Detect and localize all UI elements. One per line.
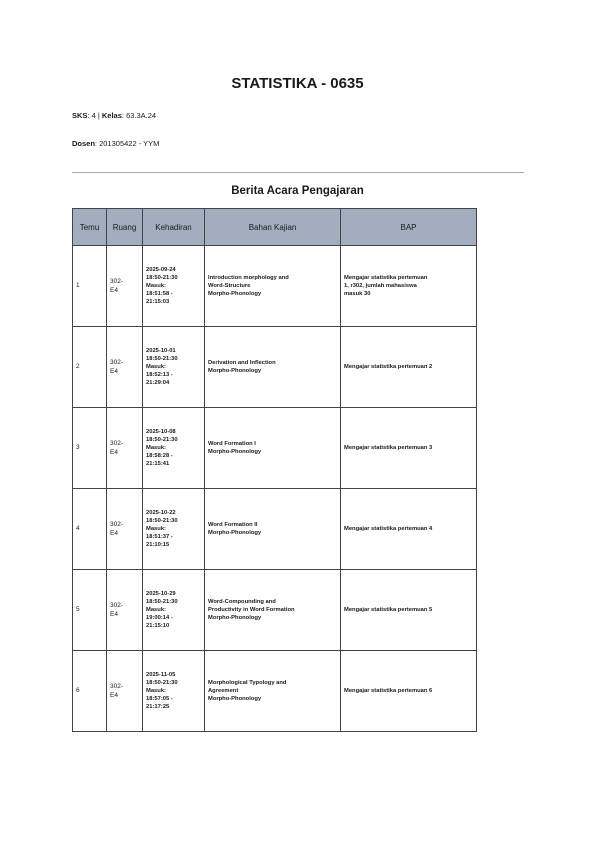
kehadiran-line: 21:15:41 <box>146 461 170 468</box>
cell-bap <box>341 327 477 408</box>
cell-temu: 1 <box>73 246 107 327</box>
kehadiran-line: 2025-10-01 <box>146 347 176 354</box>
bahan-line: Word-Structure <box>208 282 251 289</box>
table-row <box>73 327 477 408</box>
bahan-line: Word Formation I <box>208 440 256 447</box>
cell-bahan-kajian <box>205 408 341 489</box>
cell-kehadiran <box>143 651 205 732</box>
cell-bahan-kajian <box>205 489 341 570</box>
bahan-line: Morpho-Phonology <box>208 696 262 703</box>
cell-kehadiran <box>143 408 205 489</box>
table-row <box>73 570 477 651</box>
ruang-line: 302- <box>110 358 124 366</box>
cell-temu: 3 <box>73 408 107 489</box>
table-row <box>73 246 477 327</box>
bap-line: Mengajar statistika pertemuan 3 <box>344 444 433 451</box>
kehadiran-line: 2025-10-22 <box>146 509 176 516</box>
header-bahan-kajian: Bahan Kajian <box>205 209 341 246</box>
cell-ruang <box>107 246 143 327</box>
kehadiran-line: 18:57:05 - <box>146 696 173 703</box>
kehadiran-line: Masuk: <box>146 525 166 532</box>
ruang-line: 302- <box>110 682 124 690</box>
kehadiran-line: Masuk: <box>146 687 166 694</box>
kehadiran-line: 19:00:14 - <box>146 615 173 622</box>
cell-bahan-kajian <box>205 570 341 651</box>
bahan-line: Derivation and Inflection <box>208 359 276 366</box>
sks-value: : 4 | <box>87 111 102 120</box>
header-kehadiran: Kehadiran <box>143 209 205 246</box>
kehadiran-line: 2025-10-08 <box>146 428 176 435</box>
bap-line: masuk 30 <box>344 291 371 298</box>
kehadiran-line: 18:50-21:30 <box>146 436 178 443</box>
course-meta <box>72 111 156 120</box>
bahan-line: Productivity in Word Formation <box>208 606 295 613</box>
cell-bap <box>341 570 477 651</box>
cell-ruang <box>107 570 143 651</box>
bahan-line: Agreement <box>208 687 239 694</box>
kehadiran-line: Masuk: <box>146 363 166 370</box>
cell-temu: 6 <box>73 651 107 732</box>
ruang-line: E4 <box>110 530 118 537</box>
kelas-value: : 63.3A.24 <box>121 111 157 120</box>
bahan-line: Morpho-Phonology <box>208 291 262 298</box>
cell-temu: 5 <box>73 570 107 651</box>
cell-bahan-kajian <box>205 246 341 327</box>
sks-label: SKS <box>72 111 88 120</box>
kehadiran-line: 2025-10-29 <box>146 590 176 597</box>
kehadiran-line: 18:51:37 - <box>146 534 173 541</box>
kelas-label: Kelas <box>101 111 122 120</box>
ruang-line: E4 <box>110 611 118 618</box>
bahan-line: Introduction morphology and <box>208 274 289 281</box>
divider <box>72 172 524 173</box>
bap-line: Mengajar statistika pertemuan 6 <box>344 687 433 694</box>
bahan-line: Word-Compounding and <box>208 598 276 605</box>
cell-kehadiran <box>143 489 205 570</box>
kehadiran-line: 18:52:13 - <box>146 372 173 379</box>
bap-line: Mengajar statistika pertemuan 2 <box>344 363 433 370</box>
bap-table <box>72 208 477 732</box>
ruang-line: E4 <box>110 692 118 699</box>
bahan-line: Morpho-Phonology <box>208 530 262 536</box>
cell-bap <box>341 246 477 327</box>
dosen-label: Dosen <box>72 139 95 148</box>
bap-line: Mengajar statistika pertemuan 5 <box>344 606 433 613</box>
bahan-line: Morpho-Phonology <box>208 615 262 622</box>
bahan-line: Morpho-Phonology <box>208 368 262 374</box>
lecturer-meta <box>72 139 159 148</box>
cell-bahan-kajian <box>205 327 341 408</box>
cell-ruang <box>107 489 143 570</box>
kehadiran-line: 2025-11-05 <box>146 671 176 678</box>
cell-kehadiran <box>143 246 205 327</box>
bahan-line: Word Formation II <box>208 521 258 528</box>
kehadiran-line: Masuk: <box>146 444 166 451</box>
dosen-value: : 201305422 - YYM <box>94 139 160 148</box>
cell-kehadiran <box>143 570 205 651</box>
kehadiran-line: 21:15:03 <box>146 299 170 306</box>
table-header-row <box>73 209 477 246</box>
ruang-line: E4 <box>110 287 118 294</box>
kehadiran-line: 18:50-21:30 <box>146 355 178 362</box>
kehadiran-line: 18:50-21:30 <box>146 517 178 524</box>
table-row <box>73 651 477 732</box>
kehadiran-line: 21:29:04 <box>146 380 170 387</box>
page-title: STATISTIKA - 0635 <box>231 75 364 92</box>
ruang-line: 302- <box>110 277 124 285</box>
table-row <box>73 408 477 489</box>
cell-bap <box>341 489 477 570</box>
kehadiran-line: 21:15:10 <box>146 623 170 630</box>
kehadiran-line: Masuk: <box>146 282 166 289</box>
bap-line: Mengajar statistika pertemuan 4 <box>344 525 433 532</box>
ruang-line: 302- <box>110 439 124 447</box>
kehadiran-line: 2025-09-24 <box>146 266 176 273</box>
kehadiran-line: 18:58:28 - <box>146 453 173 460</box>
bahan-line: Morpho-Phonology <box>208 449 262 455</box>
kehadiran-line: 18:50-21:30 <box>146 598 178 605</box>
kehadiran-line: Masuk: <box>146 606 166 613</box>
kehadiran-line: 18:51:58 - <box>146 291 173 298</box>
table-row <box>73 489 477 570</box>
kehadiran-line: 18:50-21:30 <box>146 274 178 281</box>
cell-bap <box>341 408 477 489</box>
cell-temu: 4 <box>73 489 107 570</box>
cell-temu: 2 <box>73 327 107 408</box>
ruang-line: 302- <box>110 601 124 609</box>
ruang-line: E4 <box>110 368 118 375</box>
bap-line: Mengajar statistika pertemuan <box>344 274 428 281</box>
header-ruang: Ruang <box>107 209 143 246</box>
header-bap: BAP <box>341 209 477 246</box>
section-title: Berita Acara Pengajaran <box>231 185 364 197</box>
kehadiran-line: 21:10:15 <box>146 542 170 549</box>
cell-bahan-kajian <box>205 651 341 732</box>
cell-ruang <box>107 651 143 732</box>
cell-ruang <box>107 408 143 489</box>
bahan-line: Morphological Typology and <box>208 679 287 686</box>
header-temu: Temu <box>73 209 107 246</box>
cell-kehadiran <box>143 327 205 408</box>
cell-bap <box>341 651 477 732</box>
kehadiran-line: 18:50-21:30 <box>146 679 178 686</box>
kehadiran-line: 21:17:25 <box>146 704 170 711</box>
ruang-line: 302- <box>110 520 124 528</box>
bap-line: 1, r302, jumlah mahasiswa <box>344 282 417 289</box>
ruang-line: E4 <box>110 449 118 456</box>
cell-ruang <box>107 327 143 408</box>
